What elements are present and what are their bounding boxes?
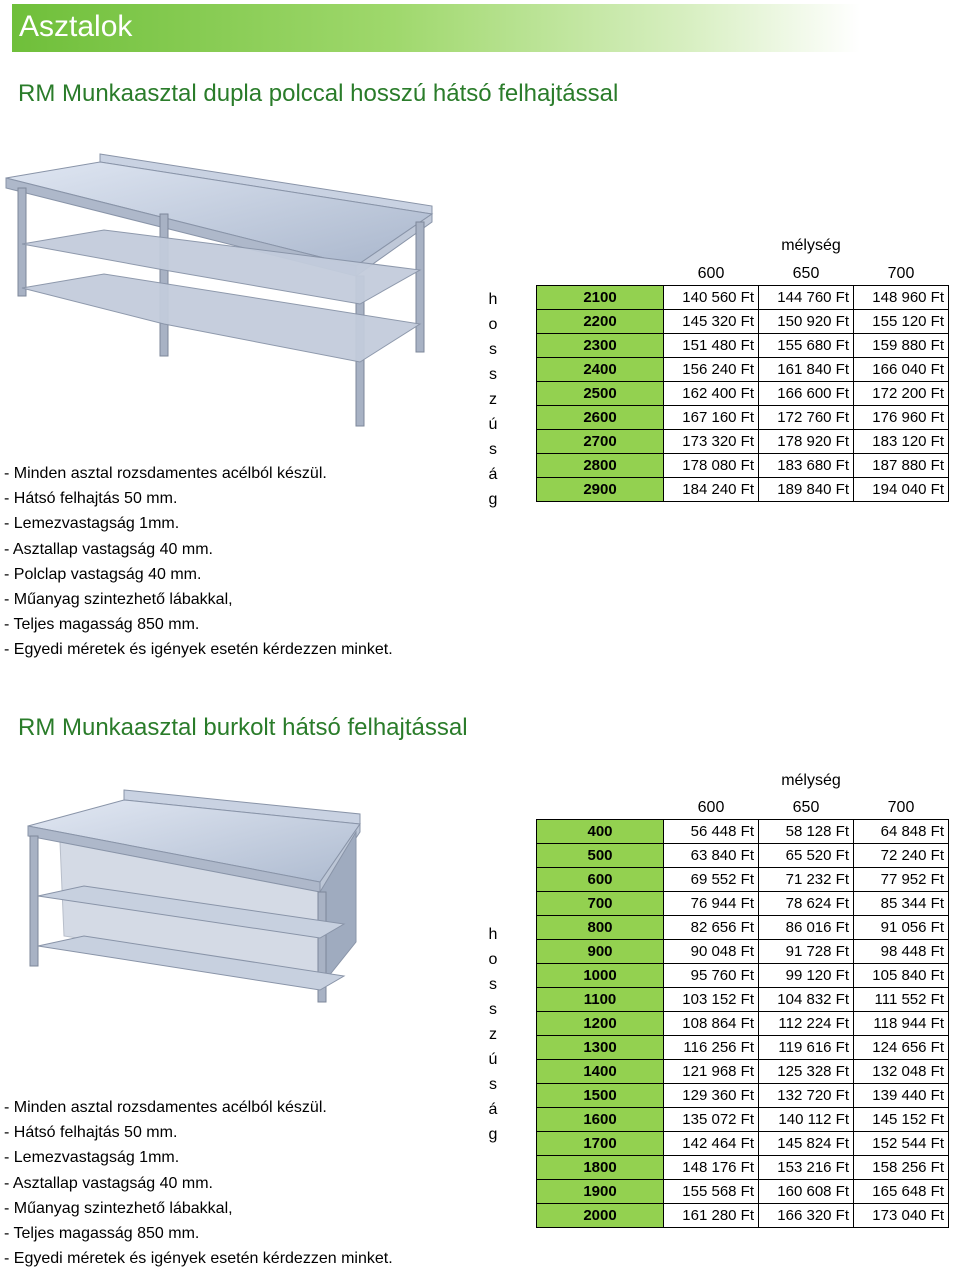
table-row: 1200 108 864 Ft 112 224 Ft 118 944 Ft: [537, 1012, 949, 1036]
table-row: 2100 140 560 Ft 144 760 Ft 148 960 Ft: [537, 286, 949, 310]
table-row: 1500 129 360 Ft 132 720 Ft 139 440 Ft: [537, 1084, 949, 1108]
depth-header: 650: [792, 798, 820, 816]
section1-price-table: [536, 262, 949, 502]
table-row: 800 82 656 Ft 86 016 Ft 91 056 Ft: [537, 916, 949, 940]
table-row: 2600 167 160 Ft 172 760 Ft 176 960 Ft: [537, 406, 949, 430]
table-covered-back-image: [24, 786, 370, 1008]
table-row: 2300 151 480 Ft 155 680 Ft 159 880 Ft: [537, 334, 949, 358]
section2-length-label: h o s s z ú s á g: [488, 926, 498, 1143]
note: - Egyedi méretek és igények esetén kérdezzen minket.: [4, 1250, 393, 1268]
depth-header: 600: [697, 798, 725, 816]
note: - Hátsó felhajtás 50 mm.: [4, 490, 178, 508]
section1-title: RM Munkaasztal dupla polccal hosszú hátsó felhajtással: [18, 80, 619, 107]
section1-notes: [4, 461, 393, 663]
table-row: 600 69 552 Ft 71 232 Ft 77 952 Ft: [537, 868, 949, 892]
table-double-shelf-image: [4, 148, 440, 434]
note: - Minden asztal rozsdamentes acélból készül.: [4, 465, 327, 482]
depth-header: 650: [792, 264, 820, 282]
table-row: 1000 95 760 Ft 99 120 Ft 105 840 Ft: [537, 964, 949, 988]
section2-title: RM Munkaasztal burkolt hátsó felhajtással: [18, 714, 468, 741]
table-row: 700 76 944 Ft 78 624 Ft 85 344 Ft: [537, 892, 949, 916]
note: - Polclap vastagság 40 mm.: [4, 565, 202, 583]
section2-notes: [4, 1095, 393, 1271]
note: - Műanyag szintezhető lábakkal,: [4, 591, 233, 609]
table-row: 1700 142 464 Ft 145 824 Ft 152 544 Ft: [537, 1132, 949, 1156]
table-row: 500 63 840 Ft 65 520 Ft 72 240 Ft: [537, 844, 949, 868]
depth-header: 600: [697, 264, 725, 282]
table-row: 1600 135 072 Ft 140 112 Ft 145 152 Ft: [537, 1108, 949, 1132]
depth-header: 700: [887, 264, 915, 282]
table-row: 2400 156 240 Ft 161 840 Ft 166 040 Ft: [537, 358, 949, 382]
section1-depth-label: mélység: [781, 237, 841, 254]
note: - Teljes magasság 850 mm.: [4, 616, 200, 634]
section2-depth-label: mélység: [781, 772, 841, 789]
table-row: 2700 173 320 Ft 178 920 Ft 183 120 Ft: [537, 430, 949, 454]
table-row: 2900 184 240 Ft 189 840 Ft 194 040 Ft: [537, 478, 949, 502]
note: - Lemezvastagság 1mm.: [4, 515, 180, 533]
note: - Teljes magasság 850 mm.: [4, 1225, 200, 1243]
table-row: 2200 145 320 Ft 150 920 Ft 155 120 Ft: [537, 310, 949, 334]
table-row: 400 56 448 Ft 58 128 Ft 64 848 Ft: [537, 820, 949, 844]
table-row: 900 90 048 Ft 91 728 Ft 98 448 Ft: [537, 940, 949, 964]
note: - Asztallap vastagság 40 mm.: [4, 540, 213, 558]
table-row: 1900 155 568 Ft 160 608 Ft 165 648 Ft: [537, 1180, 949, 1204]
note: - Minden asztal rozsdamentes acélból készül.: [4, 1099, 327, 1116]
section2-price-table: [536, 796, 949, 1228]
table-row: 1300 116 256 Ft 119 616 Ft 124 656 Ft: [537, 1036, 949, 1060]
table-row: 2800 178 080 Ft 183 680 Ft 187 880 Ft: [537, 454, 949, 478]
table-row: 1400 121 968 Ft 125 328 Ft 132 048 Ft: [537, 1060, 949, 1084]
note: - Egyedi méretek és igények esetén kérdezzen minket.: [4, 641, 393, 659]
note: - Hátsó felhajtás 50 mm.: [4, 1124, 178, 1142]
table-row: 2000 161 280 Ft 166 320 Ft 173 040 Ft: [537, 1204, 949, 1228]
table-row: 2500 162 400 Ft 166 600 Ft 172 200 Ft: [537, 382, 949, 406]
note: - Műanyag szintezhető lábakkal,: [4, 1199, 233, 1217]
page-title: Asztalok: [19, 10, 133, 43]
depth-header: 700: [887, 798, 915, 816]
section1-length-label: h o s s z ú s á g: [488, 291, 498, 508]
note: - Lemezvastagság 1mm.: [4, 1149, 180, 1167]
header-banner: [12, 4, 860, 52]
note: - Asztallap vastagság 40 mm.: [4, 1174, 213, 1192]
table-row: 1100 103 152 Ft 104 832 Ft 111 552 Ft: [537, 988, 949, 1012]
table-row: 1800 148 176 Ft 153 216 Ft 158 256 Ft: [537, 1156, 949, 1180]
